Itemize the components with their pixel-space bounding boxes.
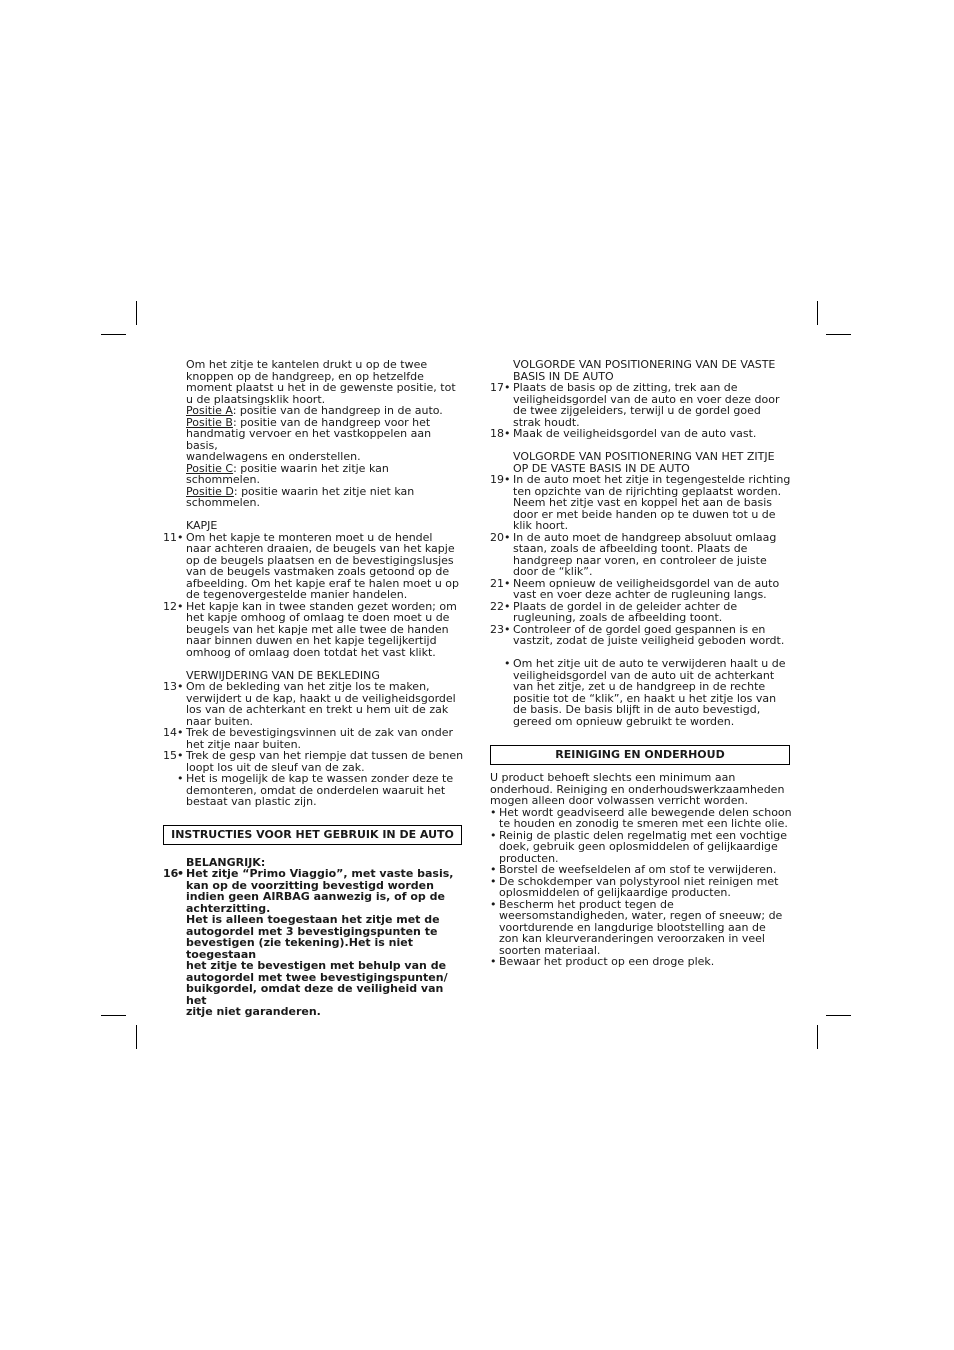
crop-mark — [817, 1025, 818, 1049]
bullet-icon: • — [504, 622, 511, 636]
list-item: 17 • Plaats de basis op de zitting, trek aan de veiligheidsgordel van de auto en voer deze door de twee zijgeleiders, terwijl u de gordel goed strak houdt. — [490, 381, 780, 429]
bullet-icon: • — [490, 805, 497, 819]
list-item: • Borstel de weefseldelen af om stof te verwijderen. — [490, 863, 777, 876]
intro-paragraph: Om het zitje te kantelen drukt u op de twee knoppen op de handgreep, en op hetzelfde moment plaatst u het in de gewenste positie, tot u de plaatsingsklik hoort. — [186, 358, 456, 406]
cleaning-intro: U product behoeft slechts een minimum aan onderhoud. Reiniging en onderhoudswerkzaamheden mogen alleen door volwassen verricht worden. — [490, 771, 785, 807]
bullet-icon: • — [504, 657, 511, 670]
list-item: 23 • Controleer of de gordel goed gespannen is en vastzit, zodat de juiste veiligheid geboden wordt. — [490, 622, 785, 647]
list-item: 15 • Trek de gesp van het riempje dat tussen de benen loopt los uit de sleuf van de zak. — [163, 749, 464, 774]
bullet-icon: • — [177, 867, 185, 880]
list-item: 12 • Het kapje kan in twee standen gezet worden; om het kapje omhoog of omlaag te doen moet u de beugels van het kapje met alle twee de handen naar binnen duwen en het kapje tegelijkertijd omhoog of omlaag doen totdat het vast klikt. — [163, 599, 457, 659]
list-item: • Om het zitje uit de auto te verwijderen haalt u de veiligheidsgordel van de auto uit de achterkant van het zitje, zet u de handgreep in de rechte positie tot de “klik”, en haakt u het zitje los van de basis. De basis blijft in de auto bevestigd, gereed om opnieuw gebruikt te worden. — [504, 657, 786, 728]
list-item: • Bescherm het product tegen de weersomstandigheden, water, regen of sneeuw; de voortdurende en langdurige blootstelling aan de zon kan kleurveranderingen veroorzaken in veel soorten materiaal. — [490, 897, 783, 957]
bullet-icon: • — [504, 381, 511, 394]
bullet-icon: • — [490, 874, 497, 888]
bullet-icon: • — [504, 576, 511, 590]
bullet-icon: • — [177, 726, 184, 739]
zitje-heading: VOLGORDE VAN POSITIONERING VAN HET ZITJE OP DE VASTE BASIS IN DE AUTO — [513, 450, 775, 475]
crop-mark — [826, 1015, 851, 1016]
list-item: 16 • Het zitje “Primo Viaggio”, met vaste basis, kan op de voorzitting bevestigd worden indien geen AIRBAG aanwezig is, of op de achterzitting. Het is alleen toegestaan het zitje met de autogordel met 3 bevestigingspunten te bevestigen (zie tekening).Het is niet toegestaan het zitje te bevestigen met behulp van de autogordel met twee bevestigingspunten/ buikgordel, omdat deze de veiligheid van het zitje niet garanderen. — [163, 867, 454, 1018]
list-item: 20 • In de auto moet de handgreep absoluut omlaag staan, zoals de afbeelding toont. Plaats de handgreep naar voren, en controleer de juiste door de “klik”. — [490, 530, 777, 578]
list-item: • Het wordt geadviseerd alle bewegende delen schoon te houden en zonodig te smeren met een lichte olie. — [490, 805, 792, 830]
position-a: Positie A: positie van de handgreep in de auto. — [186, 404, 443, 417]
crop-mark — [136, 1025, 137, 1049]
positions-list: Positie A: positie van de handgreep in de auto. Positie B: positie van de handgreep voor het handmatig vervoer en het vastkoppelen aan basis, wandelwagens en onderstellen. Positie C: positie waarin het zitje kan schommelen. Positie D: positie waarin het zitje niet kan schommelen. — [160, 405, 465, 509]
bullet-icon: • — [177, 530, 184, 544]
section-title-instructions: INSTRUCTIES VOOR HET GEBRUIK IN DE AUTO — [163, 825, 462, 845]
cleaning-list — [487, 807, 792, 968]
bullet-icon: • — [177, 749, 184, 762]
bullet-icon: • — [504, 599, 511, 613]
bullet-icon: • — [177, 772, 184, 785]
bullet-icon: • — [177, 680, 184, 693]
bullet-icon: • — [490, 955, 497, 968]
list-item: • Het is mogelijk de kap te wassen zonder deze te demonteren, omdat de onderdelen waaruit het bestaat van plastic zijn. — [177, 772, 454, 808]
list-item: 21 • Neem opnieuw de veiligheidsgordel van de auto vast en voer deze achter de rugleuning langs. — [490, 576, 780, 601]
list-item: 19 • In de auto moet het zitje in tegengestelde richting ten opzichte van de rijrichting geplaatst worden. Neem het zitje vast en koppel het aan de basis door er met beide handen op te duwen tot u de klik hoort. — [490, 473, 791, 532]
list-item: • De schokdemper van polystyrool niet reinigen met oplosmiddelen of gelijkaardige producten. — [490, 874, 779, 899]
list-item: • Bewaar het product op een droge plek. — [490, 955, 715, 968]
bullet-icon: • — [177, 599, 184, 613]
list-item: 18 • Maak de veiligheidsgordel van de auto vast. — [490, 427, 757, 440]
position-b: Positie B: positie van de handgreep voor het — [186, 415, 431, 429]
bullet-icon: • — [504, 427, 511, 440]
section-title-cleaning: REINIGING EN ONDERHOUD — [490, 745, 790, 765]
left-column — [160, 359, 465, 1018]
list-item: 14 • Trek de bevestigingsvinnen uit de zak van onder het zitje naar buiten. — [163, 726, 454, 751]
position-d: Positie D: positie waarin het zitje niet kan — [186, 484, 415, 498]
bullet-icon: • — [490, 897, 497, 911]
position-c: Positie C: positie waarin het zitje kan — [186, 461, 389, 475]
bullet-icon: • — [504, 473, 511, 486]
bullet-icon: • — [490, 863, 497, 876]
kapje-heading: KAPJE — [186, 519, 218, 532]
important-heading: BELANGRIJK: — [186, 855, 266, 869]
basis-heading: VOLGORDE VAN POSITIONERING VAN DE VASTE BASIS IN DE AUTO — [513, 358, 776, 383]
bullet-icon: • — [504, 530, 511, 544]
bullet-icon: • — [490, 828, 497, 842]
list-item: 22 • Plaats de gordel in de geleider achter de rugleuning, zoals de afbeelding toont. — [490, 599, 738, 624]
bekleding-heading: VERWIJDERING VAN DE BEKLEDING — [186, 668, 380, 682]
crop-mark — [826, 334, 851, 335]
list-item: 13 • Om de bekleding van het zitje los te maken, verwijdert u de kap, haakt u de veiligheidsgordel los van de achterkant en trekt u hem uit de zak naar buiten. — [163, 680, 456, 728]
crop-mark — [817, 301, 818, 325]
list-item: • Reinig de plastic delen regelmatig met een vochtige doek, gebruik geen oplosmiddelen of gelijkaardige producten. — [490, 828, 788, 865]
crop-mark — [101, 334, 126, 335]
crop-mark — [101, 1015, 126, 1016]
list-item: 11 • Om het kapje te monteren moet u de hendel naar achteren draaien, de beugels van het kapje op de beugels plaatsen en de bevestigingslusjes van de beugels vastmaken zoals getoond op de afbeelding. Om het kapje eraf te halen moet u op de tegenovergestelde manier handelen. — [163, 530, 459, 601]
crop-mark — [136, 301, 137, 325]
right-column — [487, 359, 792, 968]
